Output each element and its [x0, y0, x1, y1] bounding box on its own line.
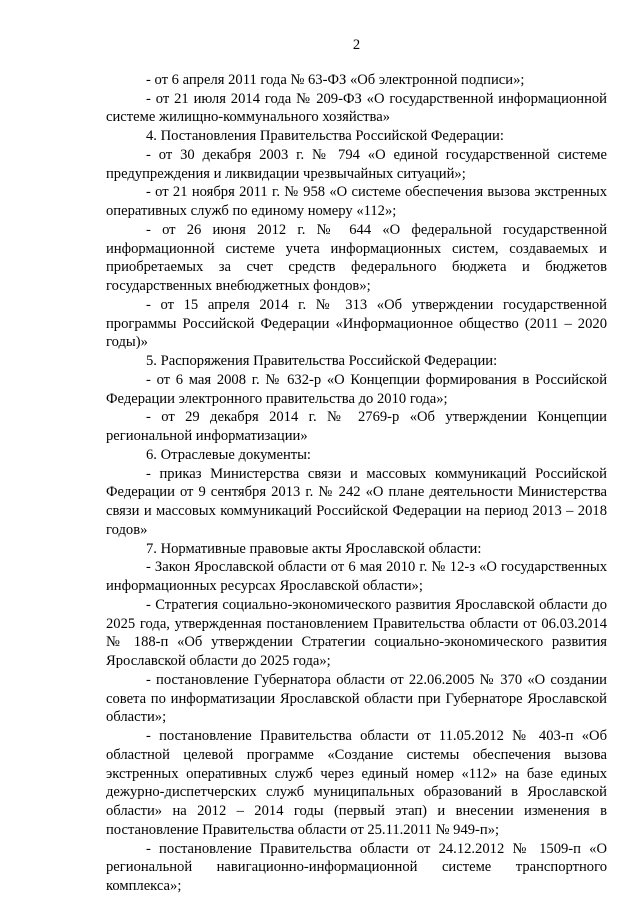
section-heading-5: 5. Распоряжения Правительства Российской Федерации: — [146, 353, 498, 369]
section-heading-4: 4. Постановления Правительства Российской Федерации: — [146, 128, 504, 144]
order-item-2769r: - от 29 декабря 2014 г. № 2769-р «Об утверждении Концепции региональной информатизации» — [106, 409, 607, 444]
law-item-63fz: - от 6 апреля 2011 года № 63-ФЗ «Об электронной подписи»; — [146, 71, 525, 88]
regional-item-1509p: - постановление Правительства области от 24.12.2012 № 1509-п «О региональной навигационно-информационной системе транспортного комплекса»; — [106, 840, 607, 894]
regional-item-strategy: - Стратегия социально-экономического развития Ярославской области до 2025 года, утвержденная постановлением Правительства области от 06.03.2014 № 188-п «Об утверждении Стратегии социально-экономического развития Ярославской области до 2025 года»; — [106, 596, 607, 669]
decree-item-644: - от 26 июня 2012 г. № 644 «О федеральной государственной информационной системе учета информационных систем, создаваемых и приобретаемых за счет средств федерального бюджета и бюджетов государственных внебюджетных фондов»; — [106, 221, 607, 294]
order-item-632r: - от 6 мая 2008 г. № 632-р «О Концепции формирования в Российской Федерации электронного правительства до 2010 года»; — [106, 371, 607, 407]
regional-item-12z: - Закон Ярославской области от 6 мая 2010 г. № 12-з «О государственных информационных ресурсах Ярославской области»; — [106, 559, 607, 594]
page-number: 2 — [352, 37, 361, 53]
industry-item-242: - приказ Министерства связи и массовых коммуникаций Российской Федерации от 9 сентября 2013 г. № 242 «О плане деятельности Министерства связи и массовых коммуникаций Российской Федерации на период 2013 – 2018 годов» — [106, 465, 607, 538]
section-heading-6: 6. Отраслевые документы: — [146, 446, 311, 463]
regional-item-403p: - постановление Правительства области от 11.05.2012 № 403-п «Об областной целевой программе «Создание системы обеспечения вызова экстренных оперативных служб через единый номер «112» на базе единых дежурно-диспетчерских служб муниципальных образований в Ярославской области» на 2012 – 2014 годы (первый этап) и внесении изменения в постановление Правительства области от 25.11.2011 № 949-п»; — [106, 728, 607, 838]
decree-item-958: - от 21 ноября 2011 г. № 958 «О системе обеспечения вызова экстренных оперативных служб по единому номеру «112»; — [106, 184, 607, 219]
decree-item-794: - от 30 декабря 2003 г. № 794 «О единой государственной системе предупреждения и ликвидации чрезвычайных ситуаций»; — [106, 146, 607, 182]
decree-item-313: - от 15 апреля 2014 г. № 313 «Об утверждении государственной программы Российской Федерации «Информационное общество (2011 – 2020 годы)» — [106, 296, 607, 351]
section-heading-7: 7. Нормативные правовые акты Ярославской области: — [146, 540, 482, 557]
law-item-209fz: - от 21 июля 2014 года № 209-ФЗ «О государственной информационной системе жилищно-коммунального хозяйства» — [106, 90, 607, 126]
regional-item-370: - постановление Губернатора области от 22.06.2005 № 370 «О создании совета по информатизации Ярославской области при Губернаторе Ярославской области»; — [106, 671, 607, 726]
